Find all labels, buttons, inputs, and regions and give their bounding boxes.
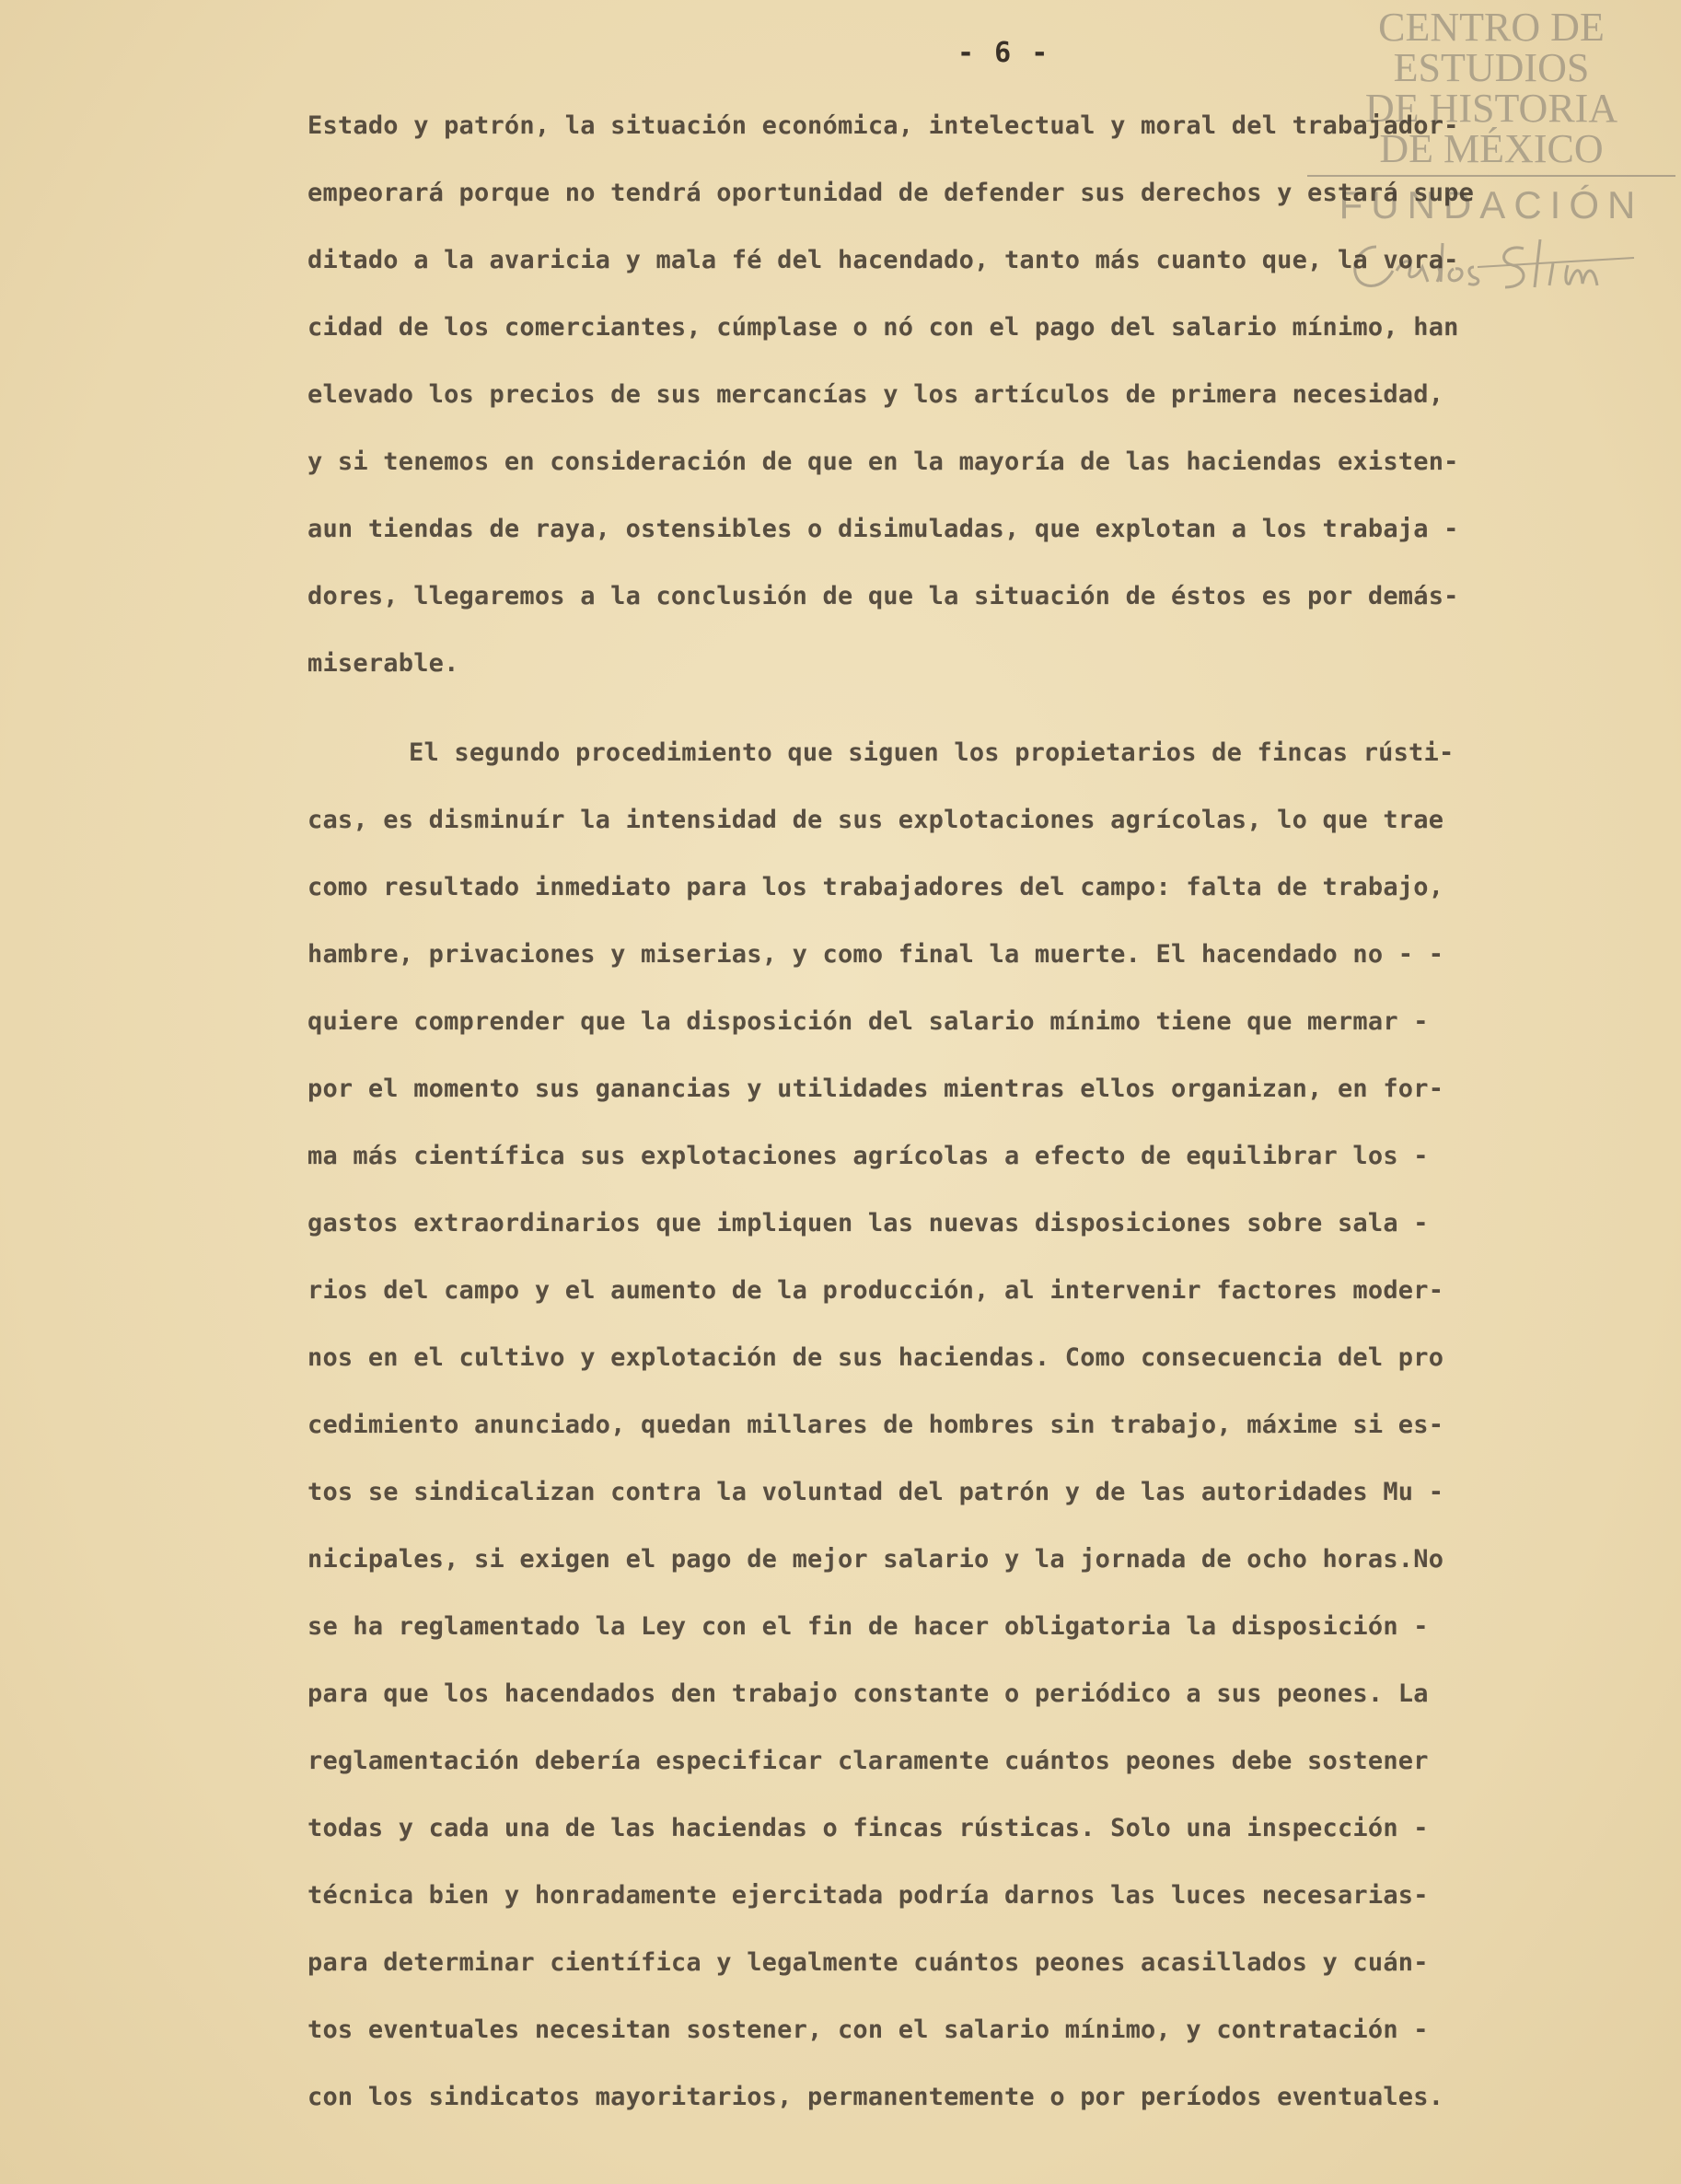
text-line: todas y cada una de las haciendas o fincas rústicas. Solo una inspección - <box>307 1814 1429 1842</box>
text-line: miserable. <box>307 649 459 678</box>
text-line: ma más científica sus explotaciones agrícolas a efecto de equilibrar los - <box>307 1142 1429 1170</box>
text-line: nicipales, si exigen el pago de mejor salario y la jornada de ocho horas.No <box>307 1545 1444 1574</box>
text-line: rios del campo y el aumento de la producción, al intervenir factores moder- <box>307 1276 1444 1305</box>
watermark-line: DE HISTORIA <box>1364 86 1618 131</box>
text-line: como resultado inmediato para los trabajadores del campo: falta de trabajo, <box>307 873 1444 901</box>
watermark-line: CENTRO DE <box>1378 5 1605 50</box>
text-line: reglamentación debería especificar claramente cuántos peones debe sostener <box>307 1747 1429 1775</box>
text-line: dores, llegaremos a la conclusión de que la situación de éstos es por demás- <box>307 582 1459 610</box>
text-line: técnica bien y honradamente ejercitada podría darnos las luces necesarias- <box>307 1881 1429 1910</box>
text-line: aun tiendas de raya, ostensibles o disimuladas, que explotan a los trabaja - <box>307 515 1459 543</box>
text-line: empeorará porque no tendrá oportunidad de defender sus derechos y estará supe <box>307 179 1475 207</box>
text-line: y si tenemos en consideración de que en la mayoría de las haciendas existen- <box>307 447 1459 476</box>
text-line: para que los hacendados den trabajo constante o periódico a sus peones. La <box>307 1679 1429 1708</box>
text-line: cedimiento anunciado, quedan millares de hombres sin trabajo, máxime si es- <box>307 1411 1444 1439</box>
text-line: se ha reglamentado la Ley con el fin de hacer obligatoria la disposición - <box>307 1612 1429 1641</box>
text-line: ditado a la avaricia y mala fé del hacendado, tanto más cuanto que, la vora- <box>307 246 1459 274</box>
text-line: nos en el cultivo y explotación de sus haciendas. Como consecuencia del pro <box>307 1343 1444 1372</box>
document-body <box>307 103 1615 2142</box>
text-line: Estado y patrón, la situación económica, intelectual y moral del trabajador- <box>307 111 1459 140</box>
watermark-foundation: FUNDACIÓN <box>1339 183 1644 227</box>
page-number: - 6 - <box>957 37 1050 69</box>
watermark-line: ESTUDIOS <box>1393 45 1590 90</box>
paragraph-first-line: El segundo procedimiento que siguen los propietarios de fincas rústi- <box>409 738 1455 767</box>
text-line: quiere comprender que la disposición del salario mínimo tiene que mermar - <box>307 1007 1429 1036</box>
text-line: gastos extraordinarios que impliquen las nuevas disposiciones sobre sala - <box>307 1209 1429 1237</box>
text-line: cas, es disminuír la intensidad de sus explotaciones agrícolas, lo que trae <box>307 806 1444 834</box>
watermark-line: DE MÉXICO <box>1379 126 1604 171</box>
text-line: elevado los precios de sus mercancías y los artículos de primera necesidad, <box>307 380 1444 409</box>
text-line: tos se sindicalizan contra la voluntad del patrón y de las autoridades Mu - <box>307 1478 1444 1506</box>
text-line: cidad de los comerciantes, cúmplase o nó con el pago del salario mínimo, han <box>307 313 1459 342</box>
text-line: tos eventuales necesitan sostener, con el salario mínimo, y contratación - <box>307 2016 1429 2044</box>
text-line: para determinar científica y legalmente cuántos peones acasillados y cuán- <box>307 1948 1429 1977</box>
text-line: por el momento sus ganancias y utilidades mientras ellos organizan, en for- <box>307 1075 1444 1103</box>
text-line: hambre, privaciones y miserias, y como final la muerte. El hacendado no - - <box>307 940 1444 969</box>
text-line: con los sindicatos mayoritarios, permanentemente o por períodos eventuales. <box>307 2083 1444 2111</box>
